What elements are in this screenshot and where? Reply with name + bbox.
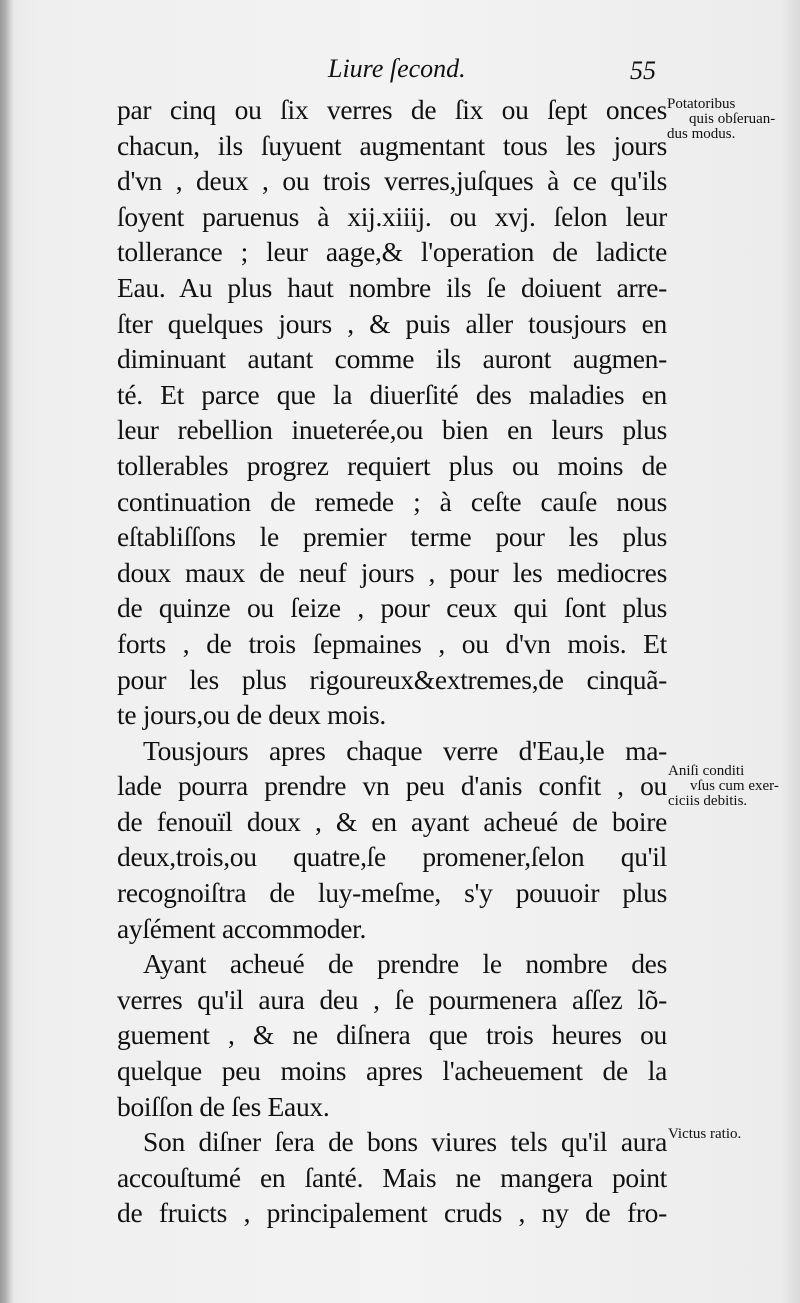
text-line: d'vn , deux , ou trois verres,juſques à ce qu'ils [117,165,667,197]
page-number: 55 [630,56,656,85]
text-line: leur rebellion inueterée,ou bien en leurs plus [117,414,667,446]
text-line: de fruicts , principalement cruds , ny de fro- [117,1197,667,1229]
text-line: boiſſon de ſes Eaux. [117,1090,330,1122]
text-line: quelque peu moins apres l'acheuement de la [117,1055,667,1087]
text-line: deux,trois,ou quatre,ſe promener,ſelon qu'il [117,841,667,873]
margin-note-line: Potatoribus [667,96,736,112]
text-line: accouſtumé en ſanté. Mais ne mangera point [117,1161,667,1193]
text-line: de quinze ou ſeize , pour ceux qui ſont plus [117,592,667,624]
running-title: Liure ſecond. [328,54,466,83]
margin-note-line: dus modus. [667,126,736,142]
text-line: Ayant acheué de prendre le nombre des [143,948,667,980]
text-line: Son diſner ſera de bons viures tels qu'il aura [143,1126,667,1158]
text-line: forts , de trois ſepmaines , ou d'vn mois. Et [117,627,667,659]
text-line: verres qu'il aura deu , ſe pourmenera aſſez lõ- [117,983,667,1015]
text-line: recognoiſtra de luy-meſme, s'y pouuoir plus [117,877,667,909]
text-line: diminuant autant comme ils auront augmen- [117,343,667,375]
text-line: té. Et parce que la diuerſité des maladies en [117,378,667,410]
text-line: doux maux de neuf jours , pour les mediocres [117,556,667,588]
margin-note-line: Victus ratio. [668,1126,742,1142]
page-gutter-shadow [0,0,14,1303]
margin-note-line: vſus cum exer- [690,778,779,794]
text-line: continuation de remede ; à ceſte cauſe nous [117,485,667,517]
text-line: tollerance ; leur aage,& l'operation de ladicte [117,236,667,268]
text-line: lade pourra prendre vn peu d'anis confit , ou [117,770,667,802]
text-line: Eau. Au plus haut nombre ils ſe doiuent arre- [117,271,667,303]
margin-note-victus [668,1127,741,1142]
margin-note-anisi [668,764,779,809]
margin-note-line: Aniſi conditi [668,763,745,779]
text-line: te jours,ou de deux mois. [117,699,386,731]
margin-note-potatoribus [667,97,775,142]
text-line: par cinq ou ſix verres de ſix ou ſept onces [117,94,667,125]
page-header [0,50,800,90]
text-line: eſtabliſſons le premier terme pour les plus [117,521,667,553]
text-line: ſoyent paruenus à xij.xiiij. ou xvj. ſelon leur [117,200,667,232]
margin-note-line: ciciis debitis. [668,793,748,809]
text-line: chacun, ils ſuyuent augmentant tous les jours [117,129,667,161]
margin-note-line: quis obſeruan- [689,111,776,127]
text-line: ſter quelques jours , & puis aller tousjours en [117,307,667,339]
body-text [117,92,667,1231]
text-line: de fenouïl doux , & en ayant acheué de boire [117,805,667,837]
text-line: guement , & ne diſnera que trois heures ou [117,1019,667,1051]
text-line: ayſément accommoder. [117,912,367,944]
text-line: Tousjours apres chaque verre d'Eau,le ma- [143,734,667,766]
text-line: pour les plus rigoureux&extremes,de cinquã- [117,663,667,695]
text-line: tollerables progrez requiert plus ou moins de [117,449,667,481]
